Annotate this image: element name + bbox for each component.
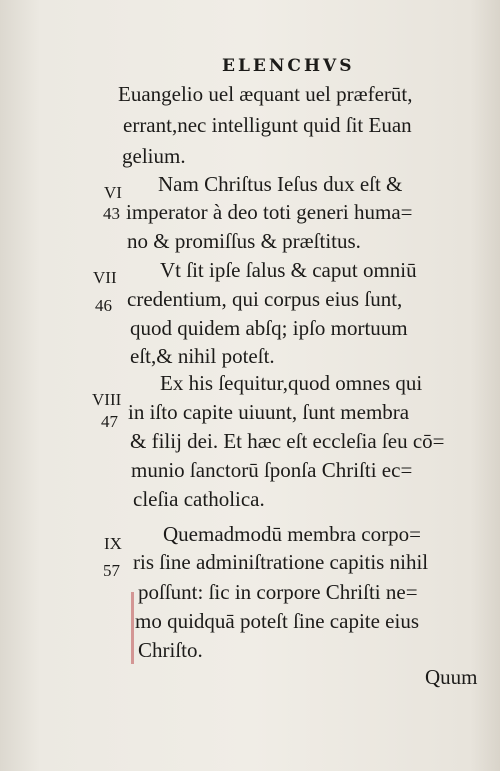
- article-number: VI: [104, 183, 122, 202]
- running-head: ELENCHVS: [222, 56, 355, 76]
- margin-number: 43: [103, 204, 120, 223]
- red-ink-mark: [131, 592, 134, 664]
- text-line: errant,nec intelligunt quid ſit Euan: [123, 113, 412, 137]
- text-line: imperator à deo toti generi huma=: [126, 200, 413, 224]
- text-line: in iſto capite uiuunt, ſunt membra: [128, 400, 410, 424]
- text-line: Ex his ſequitur,quod omnes qui: [160, 371, 423, 395]
- text-line: Quemadmodū membra corpo=: [163, 522, 421, 546]
- text-line: mo quidquā poteſt ſine capite eius: [135, 609, 420, 633]
- catchword: Quum: [425, 665, 478, 689]
- text-line: Chriſto.: [138, 638, 203, 662]
- article-number: VIII: [92, 390, 122, 409]
- text-line: no & promiſſus & præſtitus.: [127, 229, 361, 253]
- text-line: quod quidem abſq; ipſo mortuum: [130, 316, 408, 340]
- text-line: poſſunt: ſic in corpore Chriſti ne=: [138, 580, 418, 604]
- text-line: munio ſanctorū ſponſa Chriſti ec=: [131, 458, 413, 482]
- text-line: gelium.: [122, 144, 186, 168]
- margin-number: 46: [95, 296, 112, 315]
- text-line: cleſia catholica.: [133, 487, 265, 511]
- text-line: Vt ſit ipſe ſalus & caput omniū: [160, 258, 417, 282]
- text-line: & filij dei. Et hæc eſt eccleſia ſeu cō=: [130, 429, 445, 453]
- article-number: VII: [93, 268, 117, 287]
- text-line: eſt,& nihil poteſt.: [130, 344, 275, 368]
- article-number: IX: [104, 534, 122, 553]
- margin-number: 57: [103, 561, 120, 580]
- text-line: Euangelio uel æquant uel præferūt,: [118, 82, 413, 106]
- text-line: ris ſine adminiſtratione capitis nihil: [133, 550, 429, 574]
- margin-number: 47: [101, 412, 118, 431]
- text-line: Nam Chriſtus Ieſus dux eſt &: [158, 172, 403, 196]
- text-line: credentium, qui corpus eius ſunt,: [127, 287, 403, 311]
